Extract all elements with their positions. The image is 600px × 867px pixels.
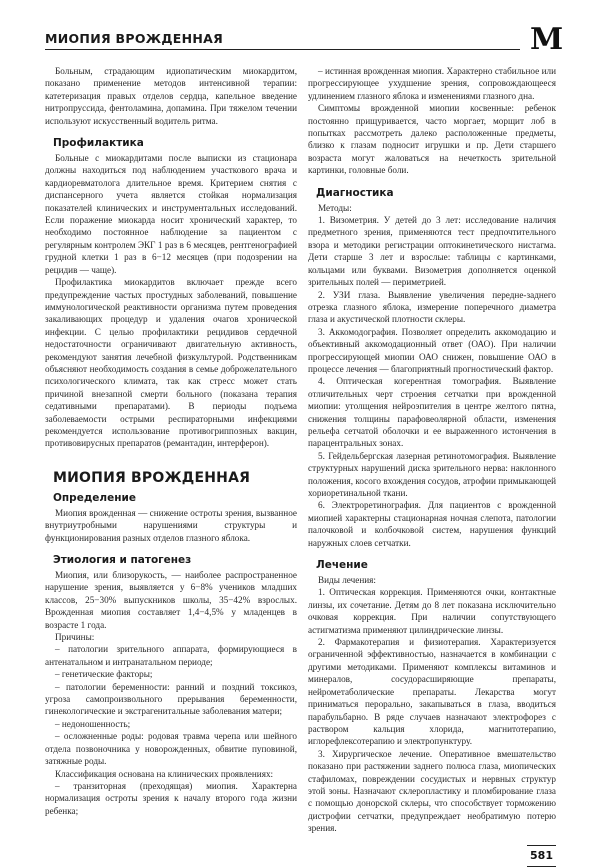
- etiology-paragraph: Миопия, или близорукость, — наиболее распространенное нарушение зрения, выявляется у 6−8% учеников младших классов, 25−30% выпускников школы, 35−42% взрослых. Врожденная миопия составляет 1,4−4,5% у младенцев в возрасте 1 года.: [45, 570, 297, 630]
- treatment-item: 1. Оптическая коррекция. Применяются очки, контактные линзы, их сочетание. Детям до 8 лет показана исключительно очковая коррекция. При наличии сопутствующего астигматизма применяют цилиндрические линзы.: [308, 587, 556, 635]
- classification-label: Классификация основана на клинических проявлениях:: [55, 768, 274, 779]
- article-title: МИОПИЯ ВРОЖДЕННАЯ: [53, 469, 251, 486]
- etiology-heading: Этиология и патогенез: [53, 554, 192, 566]
- cause-item: – осложненные роды: родовая травма черепа или шейного отдела позвоночника у новорожденных, обвитие пуповиной, затяжные роды.: [45, 731, 297, 767]
- diagnostics-heading: Диагностика: [316, 186, 394, 199]
- treatment-heading: Лечение: [316, 559, 368, 572]
- left-column: [45, 65, 297, 817]
- method-item: 1. Визометрия. У детей до 3 лет: исследование наличия предметного зрения, применяются тест предпочтительного взора и методики регистрации оптокинетического нистагма. Дети старше 3 лет и взрослые: таблицы с картинками, кольцами или буквами. Визометрия дополняется оценкой зрительных полей — периметрией.: [308, 215, 556, 288]
- running-title: МИОПИЯ ВРОЖДЕННАЯ: [45, 31, 224, 46]
- header-rule: [45, 49, 520, 50]
- method-item: 3. Аккомодография. Позволяет определить аккомодацию и объективный аккомодационный ответ (ОАО). При наличии прогрессирующей миопии ОАО снижен, повышение ОАО в процессе лечения — благоприятный прогностический фактор.: [308, 326, 556, 374]
- prevention-heading: Профилактика: [53, 137, 144, 150]
- treatment-item: 2. Фармакотерапия и физиотерапия. Характеризуется ограниченной эффективностью, назначается в комбинации с другими методиками. Применяют комплексы витаминов и минералов, сосудорасширяющие препараты, нейрометаболические препараты. Лекарства могут приниматься перорально, закапываться в глаза, вводиться парабульбарно. В ряде случаев назначают электрофорез с раствором кальция хлорида, магнитотерапию, иглорефлексотерапию и электропунктуру.: [308, 637, 556, 747]
- intro-paragraph: Больным, страдающим идиопатическим миокардитом, показано применение методов интенсивной терапии: катетеризация правых отделов сердца, капельное введение нитропруссида, фентоламина, допамина. При тяжелом течении используют искусственный водитель ритма.: [45, 66, 297, 126]
- classification-item: – истинная врожденная миопия. Характерно стабильное или прогрессирующее ухудшение зрения, сопровождающееся удлинением глазного яблока и изменениями глазного дна.: [308, 66, 556, 101]
- cause-item: – патологии зрительного аппарата, формирующиеся в антенатальном и интранатальном периоде;: [45, 644, 297, 667]
- cause-item: – недоношенность;: [55, 718, 131, 729]
- prevention-paragraph: Больные с миокардитами после выписки из стационара должны находиться под наблюдением участкового врача и кардиоревматолога длительное время. Критерием снятия с диспансерного учета является стойкая нормализация показателей клинических и инструментальных исследований. Если поражение миокарда носит хронический характер, то необходимо постоянное наблюдение за пациентом с регулярным контролем ЭКГ 1 раз в 6 месяцев, рентгенографией грудной клетки 1 раз в 6−12 месяцев (при подозрении на рецидив — чаще).: [45, 153, 297, 275]
- methods-label: Методы:: [318, 202, 352, 213]
- method-item: 2. УЗИ глаза. Выявление увеличения передне-заднего отрезка глазного яблока, измерение поперечного диаметра глаза и акустической плотности склеры.: [308, 289, 556, 325]
- causes-label: Причины:: [55, 632, 95, 643]
- cause-item: – патологии беременности: ранний и поздний токсикоз, угроза самопроизвольного прерывания беременности, гинекологические и экстрагенитальные заболевания матери;: [45, 681, 297, 717]
- definition-paragraph: Миопия врожденная — снижение остроты зрения, вызванное внутриутробными нарушениями структуры и функционирования разных отделов глазного яблока.: [45, 507, 297, 543]
- method-item: 4. Оптическая когерентная томография. Выявление отличительных черт строения сетчатки при врожденной миопии: утолщения нейроэпителия в центре желтого пятна, снижения толщины парафовеолярной области, изменения рельефа сетчатой оболочки и ее выраженного истончения в парацентральных зонах.: [308, 376, 556, 449]
- right-column: [308, 65, 556, 867]
- page-number: 581: [527, 845, 556, 867]
- text-columns: [45, 65, 556, 867]
- prevention-paragraph: Профилактика миокардитов включает прежде всего предупреждение частых простудных заболеваний, повышение иммунологической реактивности организма путем проведения закаливающих процедур и удаления очагов хронической инфекции. С целью профилактики рецидивов сердечной недостаточности ограничивают двигательную активность, рекомендуют занятия лечебной физкультурой. Родственникам объясняют необходимость создания в семье доброжелательного психологического климата, так как стресс может стать причиной внезапной смерти больного (показана терапия седативными препаратами). В периоды подъема заболеваемости острыми респираторными инфекциями рекомендуется использование противогриппозных вакцин, противовирусных препаратов (ремантадин, интерферон).: [45, 277, 297, 449]
- section-letter: М: [530, 22, 564, 57]
- treatment-label: Виды лечения:: [318, 575, 376, 586]
- cause-item: – генетические факторы;: [55, 669, 153, 680]
- definition-heading: Определение: [53, 491, 136, 504]
- method-item: 6. Электроретинография. Для пациентов с врожденной миопией характерны стационарная ночная слепота, патологии палочковой и колбочковой систем, нарушения функций наружных слоев сетчатки.: [308, 500, 556, 548]
- treatment-item: 3. Хирургическое лечение. Оперативное вмешательство показано при растяжении заднего полюса глаза, миопических стафиломах, повреждении сосудистых и нервных структур этой зоны. Назначают склеропластику и пломбирование глаза с помощью донорской склеры, что способствует торможению дистрофии сетчатки, предупреждает необратимую потерю зрения.: [308, 748, 556, 834]
- symptoms-paragraph: Симптомы врожденной миопии косвенные: ребенок постоянно прищуривается, часто моргает, морщит лоб в попытках рассмотреть далеко расположенные предметы, близко к глазам подносит игрушки и пр. Дети старшего возраста могут жаловаться на нечеткость зрительной картинки, головные боли.: [308, 103, 556, 176]
- classification-item: – транзиторная (преходящая) миопия. Характерна нормализация остроты зрения к началу второго года жизни ребенка;: [45, 780, 297, 816]
- method-item: 5. Гейдельбергская лазерная ретинотомография. Выявление структурных нарушений диска зрительного нерва: наклонного положения, косого вхождения сосудов, атрофии примыкающей хориоретинальной ткани.: [308, 450, 556, 498]
